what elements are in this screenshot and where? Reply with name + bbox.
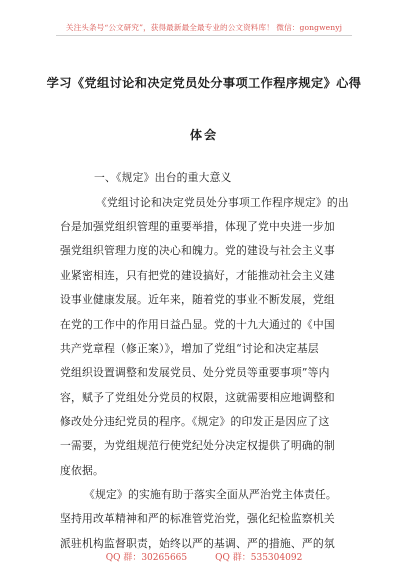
paragraph-line: 强党组织管理力度的决心和魄力。党的建设与社会主义事: [60, 244, 335, 257]
document-title-continued: 体会: [189, 128, 219, 142]
paragraph-line: 容，赋予了党组处分党员的权限，这就需要相应地调整和: [60, 391, 335, 404]
paragraph-line: 《党组讨论和决定党员处分事项工作程序规定》的出: [96, 196, 349, 209]
paragraph-line: 设事业健康发展。近年来，随着党的事业不断发展，党组: [60, 293, 335, 306]
paragraph-line: 党组织设置调整和发展党员、处分党员等重要事项”等内: [60, 366, 330, 379]
paragraph-line: 一需要，为党组规范行使党纪处分决定权提供了明确的制: [60, 439, 335, 452]
paragraph-line: 派驻机构监督职责，始终以严的基调、严的措施、严的氛: [60, 537, 335, 550]
paragraph-line: 台是加强党组织管理的重要举措，体现了党中央进一步加: [60, 220, 335, 233]
document-title: 学习《党组讨论和决定党员处分事项工作程序规定》心得: [46, 76, 362, 90]
paragraph-line: 度依据。: [60, 464, 104, 477]
qq-group-footer: [0, 550, 408, 563]
paragraph-line: 业紧密相连，只有把党的建设搞好，才能推动社会主义建: [60, 269, 335, 282]
paragraph-line: 《规定》的实施有助于落实全面从严治党主体责任。: [84, 488, 337, 501]
qq-group-2: QQ 群：535304092: [215, 553, 303, 563]
paragraph-line: 在党的工作中的作用日益凸显。党的十九大通过的《中国: [60, 318, 335, 331]
qq-group-1: QQ 群：30265665: [105, 553, 188, 563]
paragraph-line: 共产党章程（修正案）》，增加了党组“讨论和决定基层: [60, 342, 319, 355]
paragraph-line: 坚持用改革精神和严的标准管党治党，强化纪检监察机关: [60, 512, 335, 525]
header-divider: [56, 35, 352, 36]
paragraph-line: 修改处分违纪党员的程序。《规定》的印发正是因应了这: [60, 415, 330, 428]
section-heading: 一、《规定》出台的重大意义: [94, 171, 232, 184]
promo-header: 关注头条号“公文研究”，获得最新最全最专业的公文资料库！ 微信：gongwenyj: [65, 23, 343, 32]
